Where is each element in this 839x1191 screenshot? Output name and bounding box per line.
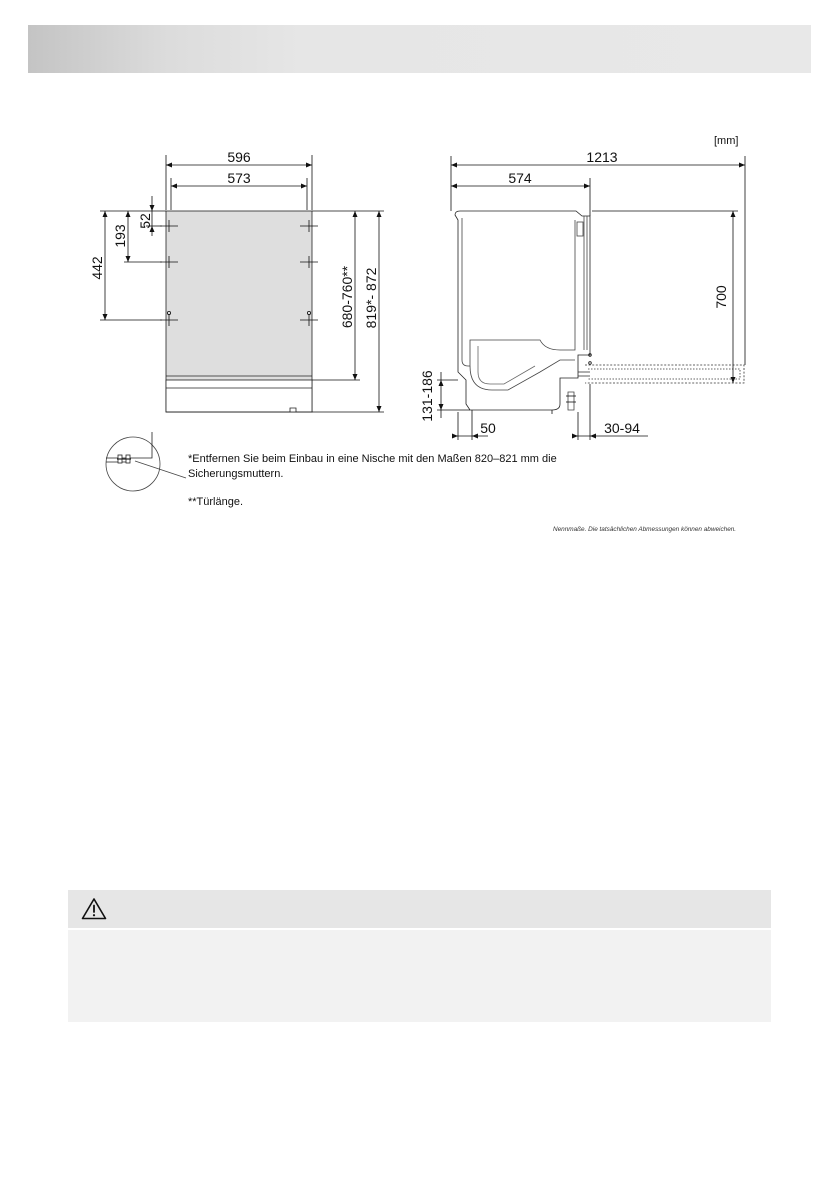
- warning-box: [68, 890, 771, 1022]
- note-2: **Türlänge.: [188, 496, 244, 508]
- dim-total-height: 819*- 872: [363, 267, 379, 329]
- note-1-line-2: Sicherungsmuttern.: [188, 468, 284, 480]
- dim-foot-offset: 50: [480, 420, 496, 436]
- dim-door-length: 680-760**: [339, 265, 355, 329]
- note-1-line-1: *Entfernen Sie beim Einbau in eine Nische mit den Maßen 820–821 mm die: [188, 453, 557, 465]
- note-1: [188, 452, 557, 482]
- dim-adjust-range: 30-94: [604, 420, 640, 436]
- disclaimer: Nennmaße. Die tatsächlichen Abmessungen können abweichen.: [553, 526, 737, 533]
- dim-height-700: 700: [713, 285, 729, 309]
- units-label: [mm]: [714, 135, 739, 147]
- dim-52: 52: [137, 213, 153, 229]
- dim-foot-height: 131-186: [419, 370, 435, 422]
- dim-width-outer: 596: [227, 149, 251, 165]
- dim-442: 442: [89, 256, 105, 280]
- dim-width-inner: 573: [227, 170, 251, 186]
- warning-triangle-icon: [81, 897, 107, 920]
- dim-depth-body: 574: [508, 170, 532, 186]
- dim-depth-total: 1213: [586, 149, 618, 165]
- warning-header: [68, 890, 771, 930]
- dim-193: 193: [112, 224, 128, 248]
